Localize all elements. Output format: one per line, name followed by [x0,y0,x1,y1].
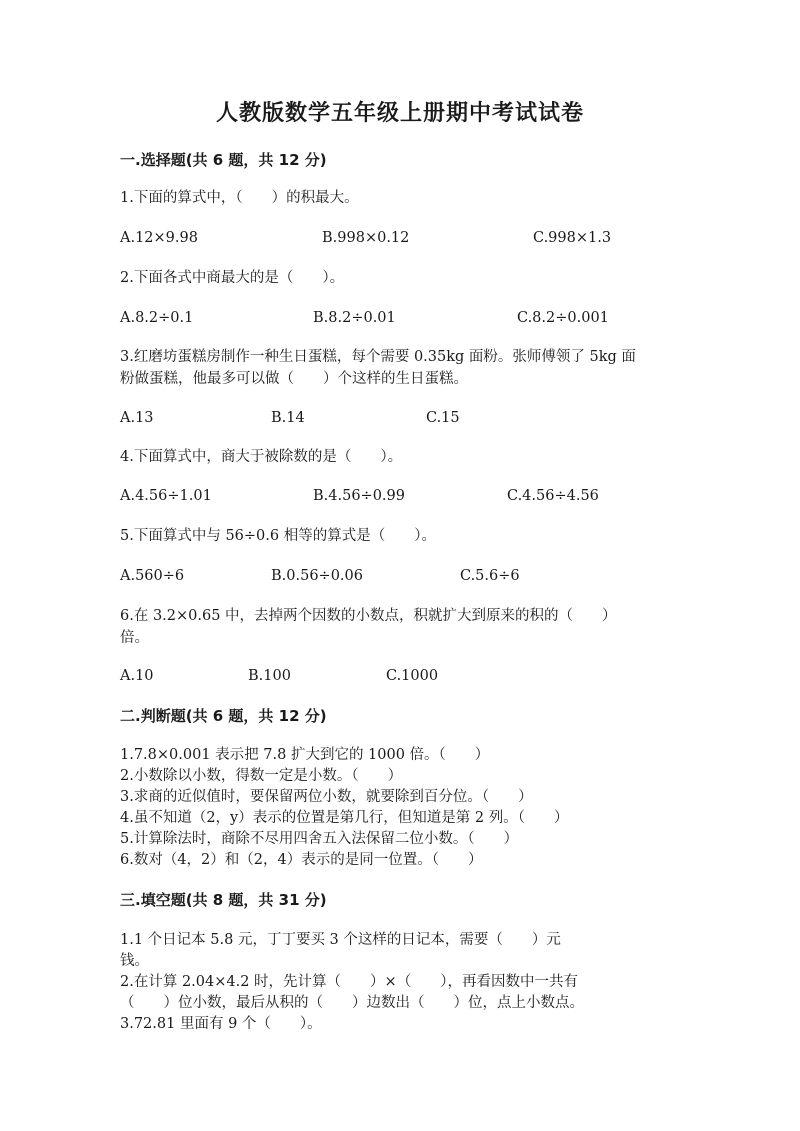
judgement-item: 5.计算除法时，商除不尽用四舍五入法保留二位小数。（ ） [120,831,519,847]
fill-blank-line: （ ）位小数，最后从积的（ ）边数出（ ）位，点上小数点。 [120,995,584,1011]
question-stem: 6.在 3.2×0.65 中，去掉两个因数的小数点，积就扩大到原来的积的（ ） [120,608,617,624]
option-b: B.4.56÷0.99 [313,488,405,504]
section-heading-choice: 一.选择题(共 6 题，共 12 分) [120,151,327,169]
question-stem: 4.下面算式中，商大于被除数的是（ ）。 [120,449,403,465]
judgement-item: 1.7.8×0.001 表示把 7.8 扩大到它的 1000 倍。（ ） [120,747,490,763]
option-b: B.0.56÷0.06 [271,568,363,584]
option-b: B.100 [248,668,291,684]
judgement-item: 6.数对（4，2）和（2，4）表示的是同一位置。（ ） [120,852,483,868]
question-stem-continued: 倍。 [120,630,149,646]
option-b: B.998×0.12 [322,230,410,246]
question-stem: 2.下面各式中商最大的是（ ）。 [120,270,345,286]
option-c: C.5.6÷6 [460,568,520,584]
question-stem: 5.下面算式中与 56÷0.6 相等的算式是（ ）。 [120,528,436,544]
section-heading-fill-blank: 三.填空题(共 8 题，共 31 分) [120,891,327,909]
fill-blank-line: 钱。 [120,953,149,969]
page-title: 人教版数学五年级上册期中考试试卷 [215,101,584,126]
option-a: A.560÷6 [120,568,185,584]
fill-blank-line: 3.72.81 里面有 9 个（ ）。 [120,1016,322,1032]
option-b: B.14 [271,410,305,426]
option-c: C.998×1.3 [533,230,612,246]
judgement-item: 2.小数除以小数，得数一定是小数。（ ） [120,768,403,784]
option-b: B.8.2÷0.01 [313,310,396,326]
question-stem-continued: 粉做蛋糕，他最多可以做（ ）个这样的生日蛋糕。 [120,371,468,387]
option-c: C.1000 [386,668,439,684]
option-c: C.4.56÷4.56 [507,488,599,504]
judgement-item: 4.虽不知道（2，y）表示的位置是第几行，但知道是第 2 列。（ ） [120,810,569,826]
section-heading-judgement: 二.判断题(共 6 题，共 12 分) [120,707,327,725]
option-c: C.8.2÷0.001 [517,310,609,326]
fill-blank-line: 2.在计算 2.04×4.2 时，先计算（ ）×（ ），再看因数中一共有 [120,974,578,990]
question-stem: 1.下面的算式中，（ ）的积最大。 [120,190,359,206]
fill-blank-line: 1.1 个日记本 5.8 元，丁丁要买 3 个这样的日记本，需要（ ）元 [120,932,561,948]
option-a: A.12×9.98 [120,230,198,246]
judgement-item: 3.求商的近似值时，要保留两位小数，就要除到百分位。（ ） [120,789,533,805]
option-a: A.10 [120,668,154,684]
option-c: C.15 [426,410,460,426]
option-a: A.4.56÷1.01 [120,488,212,504]
option-a: A.13 [120,410,154,426]
option-a: A.8.2÷0.1 [120,310,194,326]
question-stem: 3.红磨坊蛋糕房制作一种生日蛋糕，每个需要 0.35kg 面粉。张师傅领了 5kg 面 [120,349,636,365]
